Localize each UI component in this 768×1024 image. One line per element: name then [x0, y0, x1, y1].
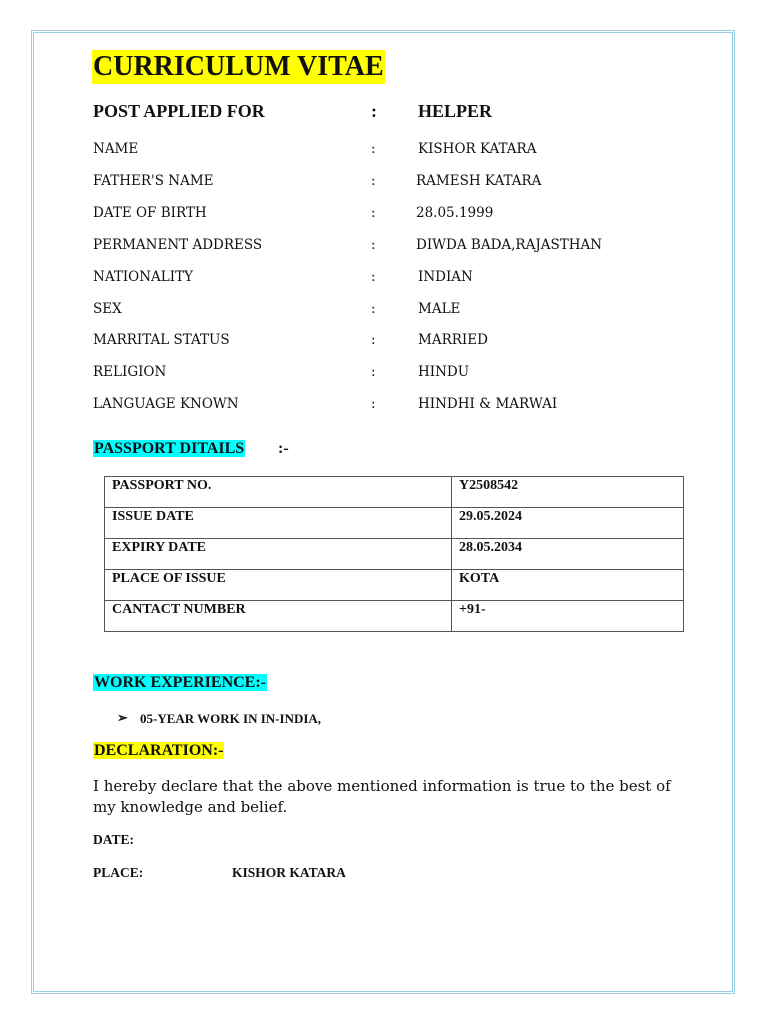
detail-label: DATE OF BIRTH — [93, 205, 207, 221]
passport-field-value: +91- — [452, 601, 684, 632]
passport-field-value: 29.05.2024 — [452, 508, 684, 539]
detail-value: 28.05.1999 — [416, 205, 494, 221]
bullet-arrow-icon: ➢ — [117, 710, 128, 725]
detail-value: INDIAN — [418, 269, 473, 285]
passport-table — [104, 476, 684, 632]
table-row — [105, 601, 684, 632]
passport-heading — [93, 438, 245, 460]
detail-label: NAME — [93, 141, 139, 157]
table-row — [105, 477, 684, 508]
detail-label: FATHER'S NAME — [93, 173, 214, 189]
detail-separator: : — [371, 141, 376, 157]
declaration-text: I hereby declare that the above mentioned information is true to the best of my knowledge and belief. — [93, 777, 671, 816]
detail-value: RAMESH KATARA — [416, 173, 542, 189]
post-value: HELPER — [418, 101, 493, 121]
detail-separator: : — [371, 237, 376, 253]
detail-value: HINDHI & MARWAI — [418, 396, 558, 412]
passport-field-label: EXPIRY DATE — [105, 539, 452, 570]
detail-label: PERMANENT ADDRESS — [93, 237, 263, 253]
detail-separator: : — [371, 364, 376, 380]
table-row — [105, 539, 684, 570]
place-label: PLACE: — [93, 865, 144, 880]
post-separator: : — [371, 101, 377, 121]
work-heading — [93, 672, 267, 694]
passport-field-value: KOTA — [452, 570, 684, 601]
detail-label: RELIGION — [93, 364, 167, 380]
work-heading-text: WORK EXPERIENCE:- — [94, 674, 267, 691]
post-label: POST APPLIED FOR — [93, 101, 265, 121]
detail-separator: : — [371, 396, 376, 412]
declaration-heading-text: DECLARATION:- — [94, 742, 224, 759]
declaration-heading — [93, 740, 224, 762]
passport-field-value: Y2508542 — [452, 477, 684, 508]
passport-field-value: 28.05.2034 — [452, 539, 684, 570]
passport-heading-suffix: :- — [278, 440, 289, 457]
detail-separator: : — [371, 173, 376, 189]
passport-field-label: CANTACT NUMBER — [105, 601, 452, 632]
signature-name: KISHOR KATARA — [232, 865, 346, 880]
document-title: CURRICULUM VITAE — [93, 51, 384, 82]
detail-label: LANGUAGE KNOWN — [93, 396, 239, 412]
detail-label: MARRITAL STATUS — [93, 332, 230, 348]
detail-value: DIWDA BADA,RAJASTHAN — [416, 237, 603, 253]
passport-heading-text: PASSPORT DITAILS — [94, 440, 245, 457]
detail-value: MARRIED — [418, 332, 488, 348]
detail-value: MALE — [418, 301, 461, 317]
table-row — [105, 570, 684, 601]
passport-field-label: PASSPORT NO. — [105, 477, 452, 508]
detail-value: KISHOR KATARA — [418, 141, 537, 157]
passport-field-label: PLACE OF ISSUE — [105, 570, 452, 601]
detail-label: SEX — [93, 301, 122, 317]
date-label: DATE: — [93, 832, 135, 847]
detail-label: NATIONALITY — [93, 269, 194, 285]
detail-value: HINDU — [418, 364, 470, 380]
detail-separator: : — [371, 332, 376, 348]
detail-separator: : — [371, 269, 376, 285]
detail-separator: : — [371, 205, 376, 221]
work-item: 05-YEAR WORK IN IN-INDIA, — [140, 711, 322, 726]
passport-field-label: ISSUE DATE — [105, 508, 452, 539]
detail-separator: : — [371, 301, 376, 317]
table-row — [105, 508, 684, 539]
